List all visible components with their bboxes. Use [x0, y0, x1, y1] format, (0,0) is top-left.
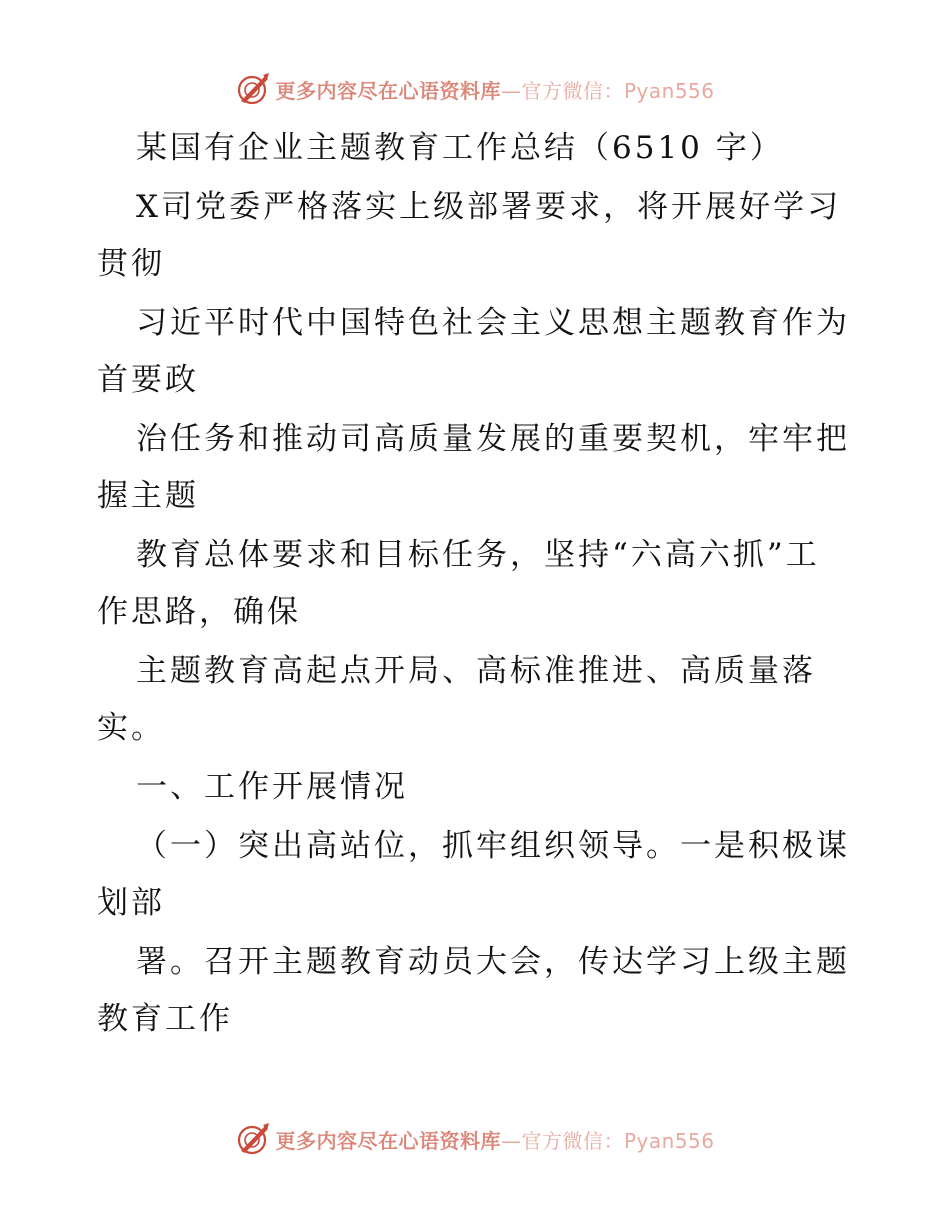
paragraph-line: X司党委严格落实上级部署要求，将开展好学习: [136, 189, 842, 225]
paragraph-line: 划部: [97, 885, 165, 921]
paragraph-line: 教育工作: [97, 1001, 233, 1037]
watermark-header: [0, 69, 950, 109]
paragraph-line: 握主题: [97, 478, 199, 514]
paragraph-line: 首要政: [97, 362, 199, 398]
paragraph-line: 贯彻: [97, 246, 165, 282]
paragraph-line: 署。召开主题教育动员大会，传达学习上级主题: [136, 944, 850, 980]
paragraph-line: 教育总体要求和目标任务，坚持“六高六抓”工: [136, 537, 820, 573]
watermark-text: [275, 1125, 714, 1154]
section-heading: 一、工作开展情况: [136, 769, 408, 805]
document-title: 某国有企业主题教育工作总结（6510 字）: [136, 130, 784, 166]
quill-seal-icon: [235, 1121, 271, 1157]
watermark-wechat-id: Pyan556: [623, 78, 715, 103]
watermark-separator: —: [500, 78, 522, 103]
watermark-main: 更多内容尽在心语资料库: [275, 78, 501, 103]
watermark-main: 更多内容尽在心语资料库: [275, 1128, 501, 1153]
paragraph-line: （一）突出高站位，抓牢组织领导。一是积极谋: [136, 828, 850, 864]
watermark-footer: [0, 1119, 950, 1159]
watermark-wechat-id: Pyan556: [623, 1128, 715, 1153]
paragraph-line: 治任务和推动司高质量发展的重要契机，牢牢把: [136, 421, 850, 457]
quill-seal-icon: [235, 71, 271, 107]
paragraph-line: 实。: [97, 710, 165, 746]
paragraph-line: 主题教育高起点开局、高标准推进、高质量落: [136, 653, 816, 689]
paragraph-line: 习近平时代中国特色社会主义思想主题教育作为: [136, 305, 850, 341]
watermark-wechat-label: 官方微信：: [521, 1128, 624, 1153]
paragraph-line: 作思路，确保: [97, 594, 301, 630]
watermark-text: [275, 75, 714, 104]
watermark-separator: —: [500, 1128, 522, 1153]
watermark-wechat-label: 官方微信：: [521, 78, 624, 103]
